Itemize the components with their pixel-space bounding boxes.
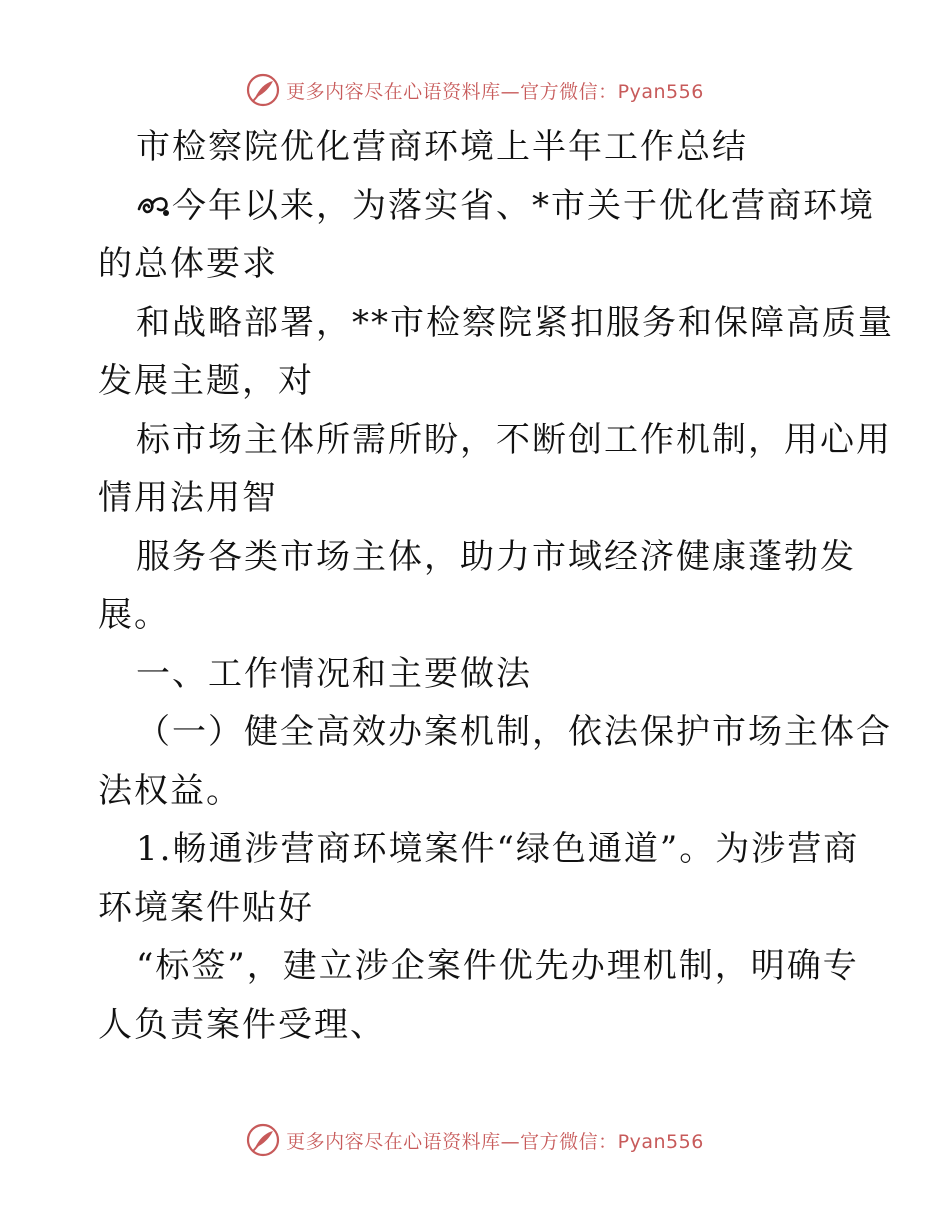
quill-feather-logo-icon [246, 73, 280, 107]
paragraph-line: 发展主题，对 [98, 361, 314, 401]
watermark-text: 更多内容尽在心语资料库—官方微信：Pyan556 [286, 80, 704, 103]
paragraph-line: “标签”，建立涉企案件优先办理机制，明确专 [136, 946, 859, 986]
paragraph-line: 环境案件贴好 [98, 887, 314, 928]
paragraph-line: 服务各类市场主体，助力市域经济健康蓬勃发 [136, 536, 856, 577]
footer-watermark [0, 1118, 950, 1162]
paragraph-line [98, 177, 875, 236]
paragraph-line: 的总体要求 [98, 244, 278, 284]
document-title: 市检察院优化营商环境上半年工作总结 [136, 127, 748, 167]
quill-feather-logo-icon [246, 1123, 280, 1157]
subsection-heading: （一）健全高效办案机制，依法保护市场主体合 [136, 712, 892, 752]
paragraph-line: 标市场主体所需所盼，不断创工作机制，用心用 [136, 419, 892, 460]
watermark-text: 更多内容尽在心语资料库—官方微信：Pyan556 [286, 1130, 704, 1153]
paragraph-line-text: 今年以来，为落实省、*市关于优化营商环境 [172, 185, 875, 226]
paragraph-line: 展。 [98, 595, 170, 635]
flourish-ornament-icon [136, 191, 172, 221]
paragraph-line: 法权益。 [98, 770, 242, 811]
paragraph-line: 1.畅通涉营商环境案件“绿色通道”。为涉营商 [136, 829, 860, 869]
paragraph-line: 和战略部署，**市检察院紧扣服务和保障高质量 [136, 302, 894, 343]
header-watermark [0, 68, 950, 112]
paragraph-line: 情用法用智 [98, 478, 278, 518]
section-heading: 一、工作情况和主要做法 [136, 653, 532, 694]
paragraph-line: 人负责案件受理、 [98, 1004, 386, 1045]
document-body [98, 118, 894, 1054]
